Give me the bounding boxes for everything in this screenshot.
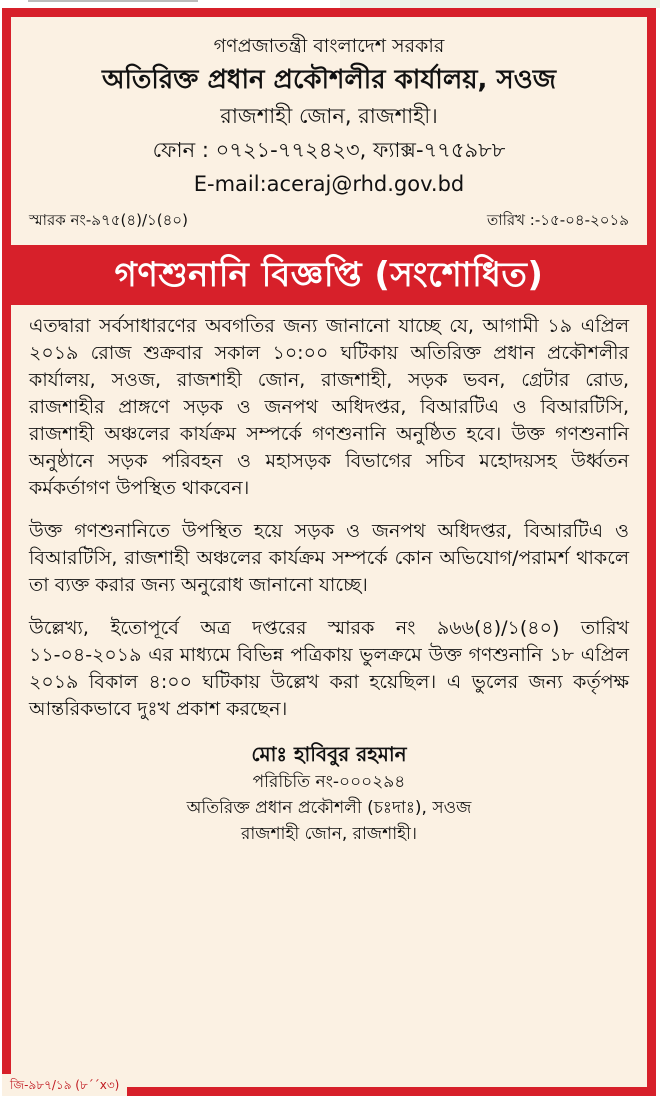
memo-date: তারিখ :-১৫-০৪-২০১৯ (487, 211, 629, 229)
email: E-mail:aceraj@rhd.gov.bd (193, 172, 465, 196)
notice-body (11, 305, 647, 723)
memo-number: স্মারক নং-৯৭৫(৪)/১(৪০) (29, 211, 188, 229)
signatory-id: পরিচিতি নং-০০০২৯৪ (252, 772, 406, 792)
reference-row (11, 201, 647, 231)
signatory-office: রাজশাহী জোন, রাজশাহী। (240, 824, 418, 844)
office-name: অতিরিক্ত প্রধান প্রকৌশলীর কার্যালয়, সওজ (101, 65, 557, 95)
notice-title: গণশুনানি বিজ্ঞপ্তি (সংশোধিত) (11, 245, 647, 305)
notice-header (11, 17, 647, 201)
government-name: গণপ্রজাতন্ত্রী বাংলাদেশ সরকার (213, 35, 445, 57)
public-hearing-notice (2, 8, 656, 1096)
office-location: রাজশাহী জোন, রাজশাহী। (220, 104, 438, 128)
strip-line-left (28, 0, 198, 2)
signature-block (11, 739, 647, 847)
page-top-strip (0, 0, 672, 8)
paragraph-request: উক্ত গণশুনানিতে উপস্থিত হয়ে সড়ক ও জনপথ অধিদপ্তর, বিআরটিএ ও বিআরটিসি, রাজশাহী অঞ্চলের কার্যক্রম সম্পর্কে কোন অভিযোগ/পরামর্শ থাকলে তা ব্যক্ত করার জন্য অনুরোধ জানানো যাচ্ছে। (29, 520, 629, 596)
strip-block-right (340, 0, 660, 8)
signatory-designation: অতিরিক্ত প্রধান প্রকৌশলী (চঃদাঃ), সওজ (186, 798, 472, 818)
paragraph-announcement: এতদ্বারা সর্বসাধারণের অবগতির জন্য জানানো যাচ্ছে যে, আগামী ১৯ এপ্রিল ২০১৯ রোজ শুক্রবার সকাল ১০:০০ ঘটিকায় অতিরিক্ত প্রধান প্রকৌশলীর কার্যালয়, সওজ, রাজশাহী জোন, রাজশাহী, সড়ক ভবন, গ্রেটার রোড, রাজশাহীর প্রাঙ্গণে সড়ক ও জনপথ অধিদপ্তর, বিআরটিএ ও বিআরটিসি, রাজশাহী অঞ্চলের কার্যক্রম সম্পর্কে গণশুনানি অনুষ্ঠিত হবে। উক্ত গণশুনানি অনুষ্ঠানে সড়ক পরিবহন ও মহাসড়ক বিভাগের সচিব মহোদয়সহ উর্ধ্বতন কর্মকর্তাগণ উপস্থিত থাকবেন। (29, 315, 629, 499)
phone-fax: ফোন : ০৭২১-৭৭২৪২৩, ফ্যাক্স-৭৭৫৯৮৮ (152, 138, 506, 162)
ad-code: জি-৯৮৭/১৯ (৮´´x৩) (2, 1074, 127, 1096)
paragraph-correction: উল্লেখ্য, ইতোপূর্বে অত্র দপ্তরের স্মারক নং ৯৬৬(৪)/১(৪০) তারিখ ১১-০৪-২০১৯ এর মাধ্যমে বিভিন্ন পত্রিকায় ভুলক্রমে উক্ত গণশুনানি ১৮ এপ্রিল ২০১৯ বিকাল ৪:০০ ঘটিকায় উল্লেখ করা হয়েছিল। এ ভুলের জন্য কর্তৃপক্ষ আন্তরিকভাবে দুঃখ প্রকাশ করছেন। (29, 617, 629, 720)
signatory-name: মোঃ হাবিবুর রহমান (251, 742, 407, 766)
